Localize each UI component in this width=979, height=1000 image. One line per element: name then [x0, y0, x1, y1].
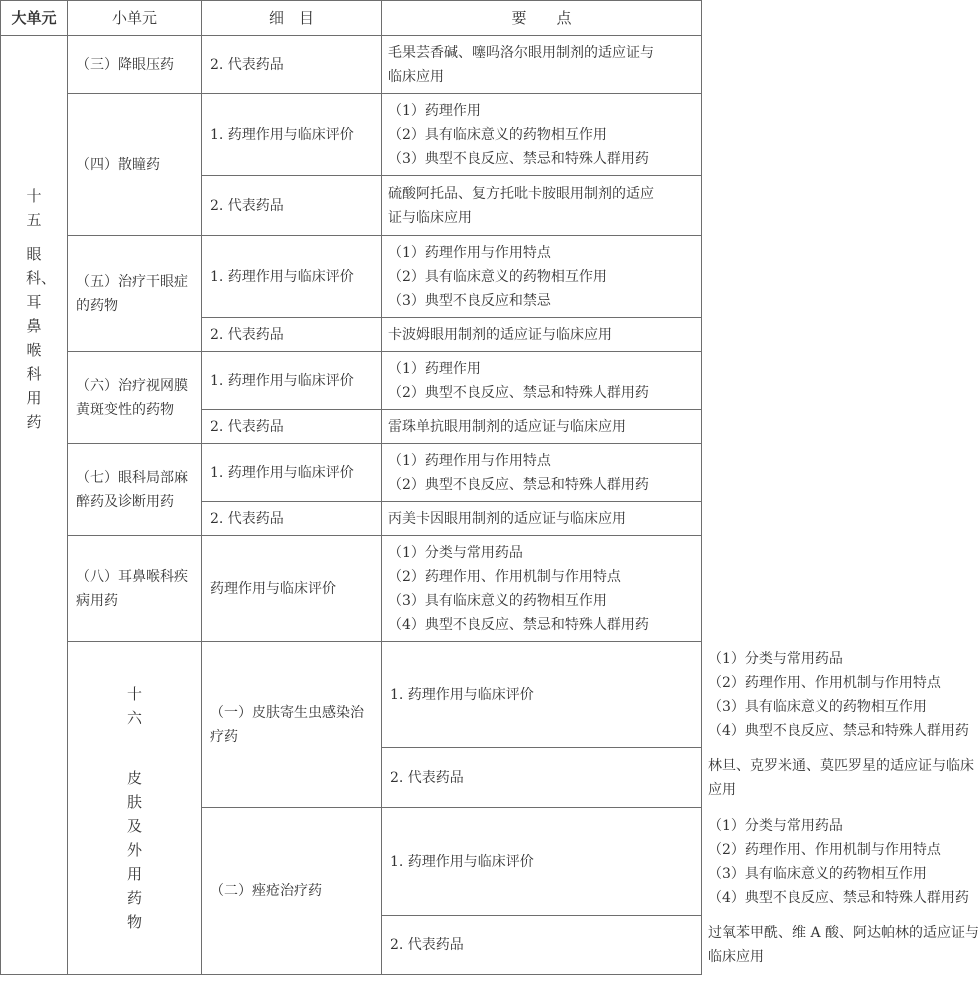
major-unit-number: 十六 — [126, 685, 142, 727]
key-points — [382, 536, 702, 642]
point-line: （3）具有临床意义的药物相互作用 — [388, 592, 607, 609]
point-line: （1）分类与常用药品 — [388, 544, 523, 561]
point-line: （2）具有临床意义的药物相互作用 — [388, 268, 607, 285]
point-line: （1）药理作用与作用特点 — [388, 452, 551, 469]
detail: 2. 代表药品 — [202, 318, 382, 352]
major-unit-15 — [1, 36, 68, 975]
point-line: （3）典型不良反应、禁忌和特殊人群用药 — [388, 150, 649, 167]
table-row — [1, 94, 702, 176]
detail: 1. 药理作用与临床评价 — [202, 94, 382, 176]
point-line: （2）典型不良反应、禁忌和特殊人群用药 — [388, 476, 649, 493]
point-line: （1）药理作用 — [388, 360, 481, 377]
detail: 2. 代表药品 — [202, 410, 382, 444]
table-row — [1, 236, 702, 318]
table-row: （二）痤疮治疗药 1. 药理作用与临床评价 （1）分类与常用药品 （2）药理作用、作用机制与作用特点 （3）具有临床意义的药物相互作用 （4）典型不良反应、禁忌和特殊人群用药 — [1, 808, 702, 916]
detail: 1. 药理作用与临床评价 — [202, 236, 382, 318]
point-line: （1）药理作用 — [388, 102, 481, 119]
detail: 2. 代表药品 — [202, 36, 382, 94]
sub-unit: （一）皮肤寄生虫感染治疗药 — [202, 642, 382, 808]
detail: 2. 代表药品 — [202, 176, 382, 236]
major-unit-title: 眼科、耳鼻喉科用药 — [26, 245, 57, 431]
detail: 药理作用与临床评价 — [202, 536, 382, 642]
major-unit-title: 皮肤及外用药物 — [126, 769, 142, 931]
detail: 2. 代表药品 — [382, 916, 702, 975]
key-points — [382, 502, 702, 536]
key-points — [382, 318, 702, 352]
point-line: 雷珠单抗眼用制剂的适应证与临床应用 — [388, 418, 626, 435]
detail: 1. 药理作用与临床评价 — [382, 808, 702, 916]
point-line: （4）典型不良反应、禁忌和特殊人群用药 — [388, 616, 649, 633]
key-points — [382, 36, 702, 94]
table-row: 十六 皮肤及外用药物 （一）皮肤寄生虫感染治疗药 1. 药理作用与临床评价 （1）分类与常用药品 （2）药理作用、作用机制与作用特点 （3）具有临床意义的药物相互作用 （4）典型不良反应、禁忌和特殊人群用药 — [1, 642, 702, 748]
sub-unit: （四）散瞳药 — [68, 94, 202, 236]
detail: 2. 代表药品 — [202, 502, 382, 536]
table-row — [1, 36, 702, 94]
header-key-points: 要 点 — [382, 1, 702, 36]
point-line: 丙美卡因眼用制剂的适应证与临床应用 — [388, 510, 626, 527]
header-sub-unit: 小单元 — [68, 1, 202, 36]
point-line: （3）典型不良反应和禁忌 — [388, 292, 551, 309]
table-row — [1, 352, 702, 410]
table-row: 2. 代表药品 林旦、克罗米通、莫匹罗星的适应证与临床 应用 — [1, 748, 702, 808]
point-line: 毛果芸香碱、噻吗洛尔眼用制剂的适应证与 — [388, 44, 654, 61]
table-row: 2. 代表药品 过氧苯甲酰、维 A 酸、阿达帕林的适应证与 临床应用 — [1, 916, 702, 975]
point-line: 卡波姆眼用制剂的适应证与临床应用 — [388, 326, 612, 343]
table-row — [1, 536, 702, 642]
table-row — [1, 444, 702, 502]
key-points — [382, 352, 702, 410]
key-points — [382, 176, 702, 236]
point-line: 硫酸阿托品、复方托吡卡胺眼用制剂的适应 — [388, 185, 654, 202]
point-line: （2）药理作用、作用机制与作用特点 — [388, 568, 621, 585]
point-line: （1）药理作用与作用特点 — [388, 244, 551, 261]
detail: 1. 药理作用与临床评价 — [202, 352, 382, 410]
point-line: 证与临床应用 — [388, 209, 472, 226]
sub-unit: （七）眼科局部麻醉药及诊断用药 — [68, 444, 202, 536]
detail: 1. 药理作用与临床评价 — [382, 642, 702, 748]
detail: 1. 药理作用与临床评价 — [202, 444, 382, 502]
key-points — [382, 94, 702, 176]
detail: 2. 代表药品 — [382, 748, 702, 808]
sub-unit: （三）降眼压药 — [68, 36, 202, 94]
header-major-unit: 大单元 — [1, 1, 68, 36]
major-unit-number: 十五 — [26, 187, 42, 229]
sub-unit: （八）耳鼻喉科疾病用药 — [68, 536, 202, 642]
point-line: （2）具有临床意义的药物相互作用 — [388, 126, 607, 143]
point-line: （2）典型不良反应、禁忌和特殊人群用药 — [388, 384, 649, 401]
header-detail: 细 目 — [202, 1, 382, 36]
major-unit-16 — [68, 642, 202, 975]
key-points — [382, 444, 702, 502]
sub-unit: （二）痤疮治疗药 — [202, 808, 382, 975]
key-points — [382, 236, 702, 318]
sub-unit: （五）治疗干眼症的药物 — [68, 236, 202, 352]
key-points — [382, 410, 702, 444]
sub-unit: （六）治疗视网膜黄斑变性的药物 — [68, 352, 202, 444]
point-line: 临床应用 — [388, 68, 444, 85]
header-row — [1, 1, 702, 36]
